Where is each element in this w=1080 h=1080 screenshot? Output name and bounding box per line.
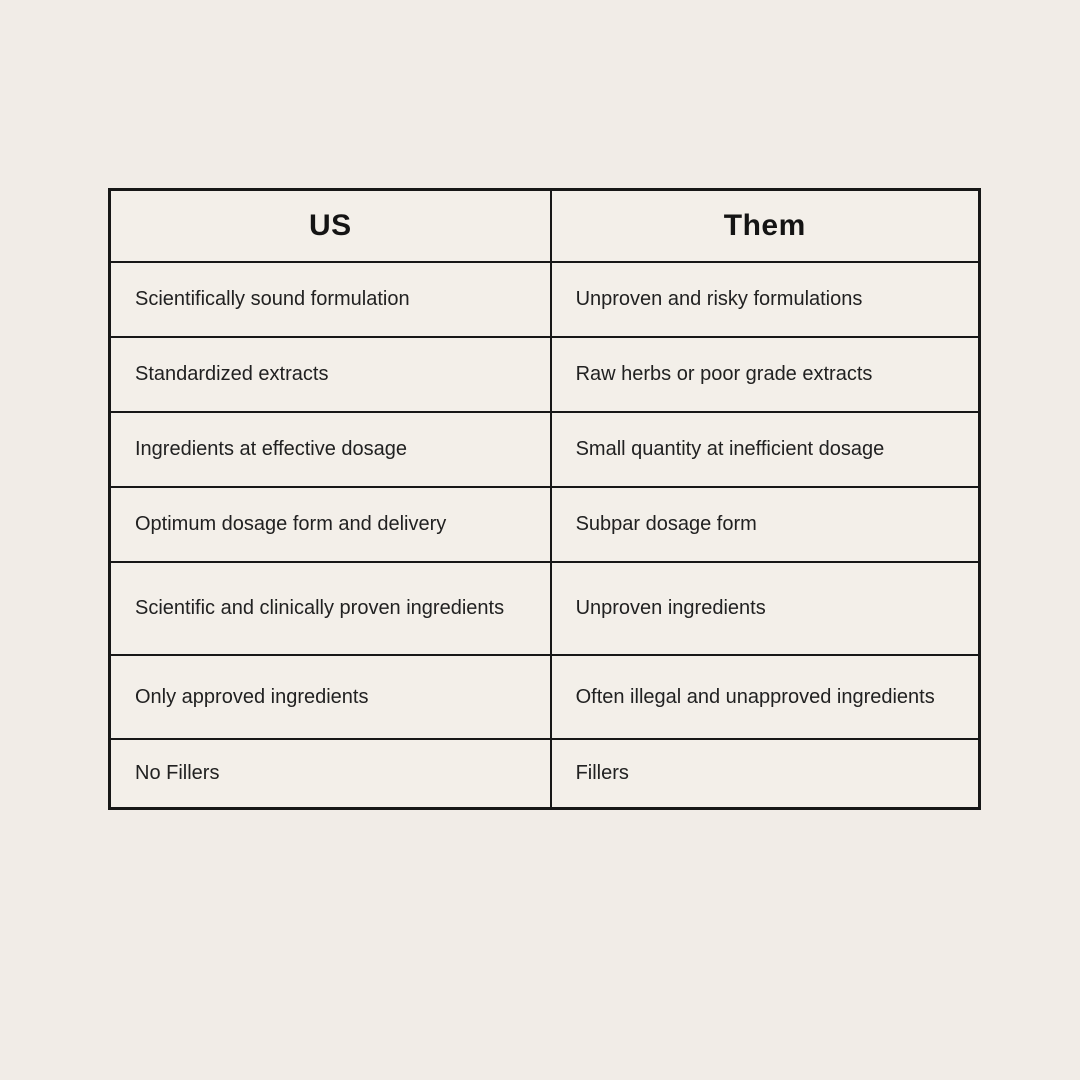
cell-them: Raw herbs or poor grade extracts xyxy=(551,337,980,412)
header-cell-us: US xyxy=(110,190,551,262)
header-row xyxy=(110,190,980,262)
table-row xyxy=(110,262,980,337)
cell-us: Only approved ingredients xyxy=(110,655,551,739)
table-row xyxy=(110,655,980,739)
table-row xyxy=(110,739,980,809)
cell-them: Subpar dosage form xyxy=(551,487,980,562)
cell-them: Unproven ingredients xyxy=(551,562,980,655)
cell-us: No Fillers xyxy=(110,739,551,809)
table-row xyxy=(110,412,980,487)
comparison-table-container xyxy=(108,188,981,810)
cell-them: Often illegal and unapproved ingredients xyxy=(551,655,980,739)
table-row xyxy=(110,562,980,655)
cell-them: Unproven and risky formulations xyxy=(551,262,980,337)
comparison-table xyxy=(108,188,981,810)
cell-us: Ingredients at effective dosage xyxy=(110,412,551,487)
header-cell-them: Them xyxy=(551,190,980,262)
table-row xyxy=(110,487,980,562)
cell-them: Fillers xyxy=(551,739,980,809)
cell-them: Small quantity at inefficient dosage xyxy=(551,412,980,487)
table-row xyxy=(110,337,980,412)
cell-us: Optimum dosage form and delivery xyxy=(110,487,551,562)
cell-us: Scientific and clinically proven ingredients xyxy=(110,562,551,655)
cell-us: Scientifically sound formulation xyxy=(110,262,551,337)
cell-us: Standardized extracts xyxy=(110,337,551,412)
